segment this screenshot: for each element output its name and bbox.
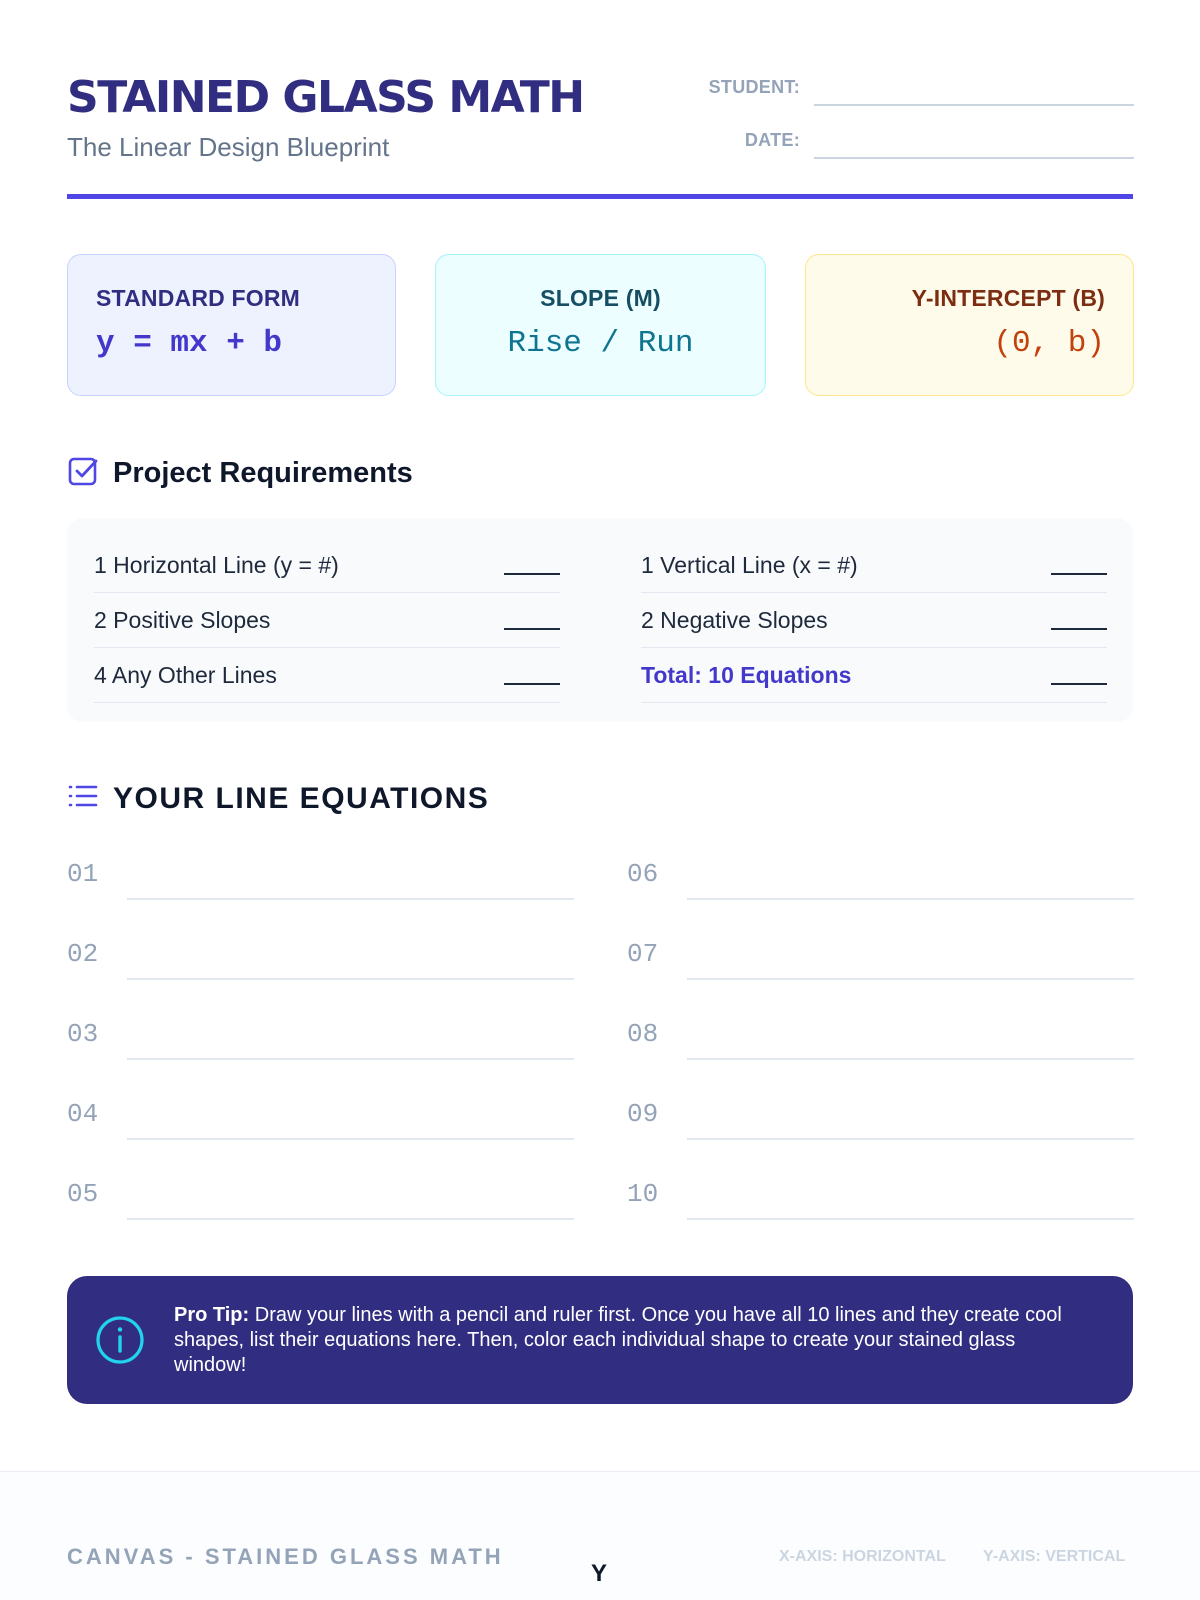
requirement-check-blank[interactable]	[1051, 573, 1107, 575]
checkbox-icon	[67, 455, 99, 492]
equation-number: 07	[627, 939, 659, 969]
pro-tip-banner	[67, 1276, 1133, 1404]
requirement-total-text: Total: 10 Equations	[641, 661, 852, 688]
equation-row	[627, 1095, 1134, 1175]
equation-row	[67, 1175, 574, 1255]
requirement-text: 1 Horizontal Line (y = #)	[94, 551, 339, 578]
requirement-item	[641, 593, 1107, 648]
equation-row	[627, 1175, 1134, 1255]
requirement-text: 1 Vertical Line (x = #)	[641, 551, 858, 578]
requirements-heading-text: Project Requirements	[113, 457, 413, 489]
equation-write-line[interactable]	[687, 1058, 1134, 1060]
date-field[interactable]	[814, 157, 1134, 159]
standard-form-label: STANDARD FORM	[96, 285, 301, 311]
equation-number: 10	[627, 1179, 659, 1209]
requirement-item	[94, 593, 560, 648]
info-icon	[94, 1314, 146, 1371]
equations-heading	[67, 780, 489, 817]
requirement-item	[641, 538, 1107, 593]
requirement-item	[94, 538, 560, 593]
equation-row	[627, 855, 1134, 935]
standard-form-value: y = mx + b	[96, 326, 283, 361]
worksheet-subtitle: The Linear Design Blueprint	[67, 132, 390, 162]
equation-row	[67, 1015, 574, 1095]
equation-number: 06	[627, 859, 659, 889]
equation-write-line[interactable]	[127, 898, 574, 900]
requirement-check-blank[interactable]	[504, 628, 560, 630]
y-axis-label: Y	[591, 1560, 608, 1587]
equation-number: 03	[67, 1019, 99, 1049]
list-icon	[67, 780, 99, 817]
equation-write-line[interactable]	[127, 1058, 574, 1060]
requirement-check-blank[interactable]	[1051, 628, 1107, 630]
equation-number: 09	[627, 1099, 659, 1129]
standard-form-card	[67, 254, 396, 396]
equation-row	[627, 1015, 1134, 1095]
equation-write-line[interactable]	[687, 978, 1134, 980]
requirement-text: 2 Negative Slopes	[641, 606, 828, 633]
requirements-checklist	[67, 518, 1133, 722]
equation-row	[627, 935, 1134, 1015]
y-axis-note: Y-AXIS: VERTICAL	[983, 1548, 1126, 1565]
equation-write-line[interactable]	[127, 1138, 574, 1140]
y-intercept-value: (0, b)	[993, 326, 1105, 361]
equation-row	[67, 935, 574, 1015]
equation-number: 01	[67, 859, 99, 889]
equation-write-line[interactable]	[127, 978, 574, 980]
equation-number: 05	[67, 1179, 99, 1209]
equation-write-line[interactable]	[687, 898, 1134, 900]
equations-left-column	[67, 855, 574, 1255]
pro-tip-body: Draw your lines with a pencil and ruler first. Once you have all 10 lines and they create cool shapes, list their equations here. Then, color each individual shape to create your stained glass window!	[174, 1304, 1062, 1376]
header-divider	[67, 194, 1133, 199]
equation-write-line[interactable]	[687, 1218, 1134, 1220]
requirement-text: 2 Positive Slopes	[94, 606, 271, 633]
equation-row	[67, 855, 574, 935]
requirement-text: 4 Any Other Lines	[94, 661, 277, 688]
y-intercept-label: Y-INTERCEPT (B)	[911, 285, 1105, 311]
equation-number: 04	[67, 1099, 99, 1129]
equation-number: 02	[67, 939, 99, 969]
x-axis-note: X-AXIS: HORIZONTAL	[779, 1548, 946, 1565]
slope-card	[435, 254, 766, 396]
student-label: STUDENT:	[708, 77, 800, 97]
equations-heading-text: YOUR LINE EQUATIONS	[113, 781, 490, 815]
worksheet-title: STAINED GLASS MATH	[67, 72, 584, 123]
requirement-check-blank[interactable]	[504, 573, 560, 575]
slope-value: Rise / Run	[507, 326, 694, 361]
date-label: DATE:	[744, 130, 800, 150]
pro-tip-text	[174, 1303, 1074, 1378]
equations-right-column	[627, 855, 1134, 1255]
equation-row	[67, 1095, 574, 1175]
slope-label: SLOPE (M)	[540, 285, 661, 311]
requirement-check-blank[interactable]	[504, 683, 560, 685]
canvas-title: CANVAS - STAINED GLASS MATH	[67, 1544, 504, 1569]
requirements-right-column	[641, 538, 1107, 703]
equation-number: 08	[627, 1019, 659, 1049]
equation-write-line[interactable]	[687, 1138, 1134, 1140]
requirement-check-blank[interactable]	[1051, 683, 1107, 685]
pro-tip-label: Pro Tip:	[174, 1304, 250, 1326]
requirement-item	[94, 648, 560, 703]
requirements-heading	[67, 455, 413, 492]
y-intercept-card	[805, 254, 1134, 396]
student-field[interactable]	[814, 104, 1134, 106]
requirements-left-column	[94, 538, 560, 703]
equation-write-line[interactable]	[127, 1218, 574, 1220]
requirement-total	[641, 648, 1107, 703]
